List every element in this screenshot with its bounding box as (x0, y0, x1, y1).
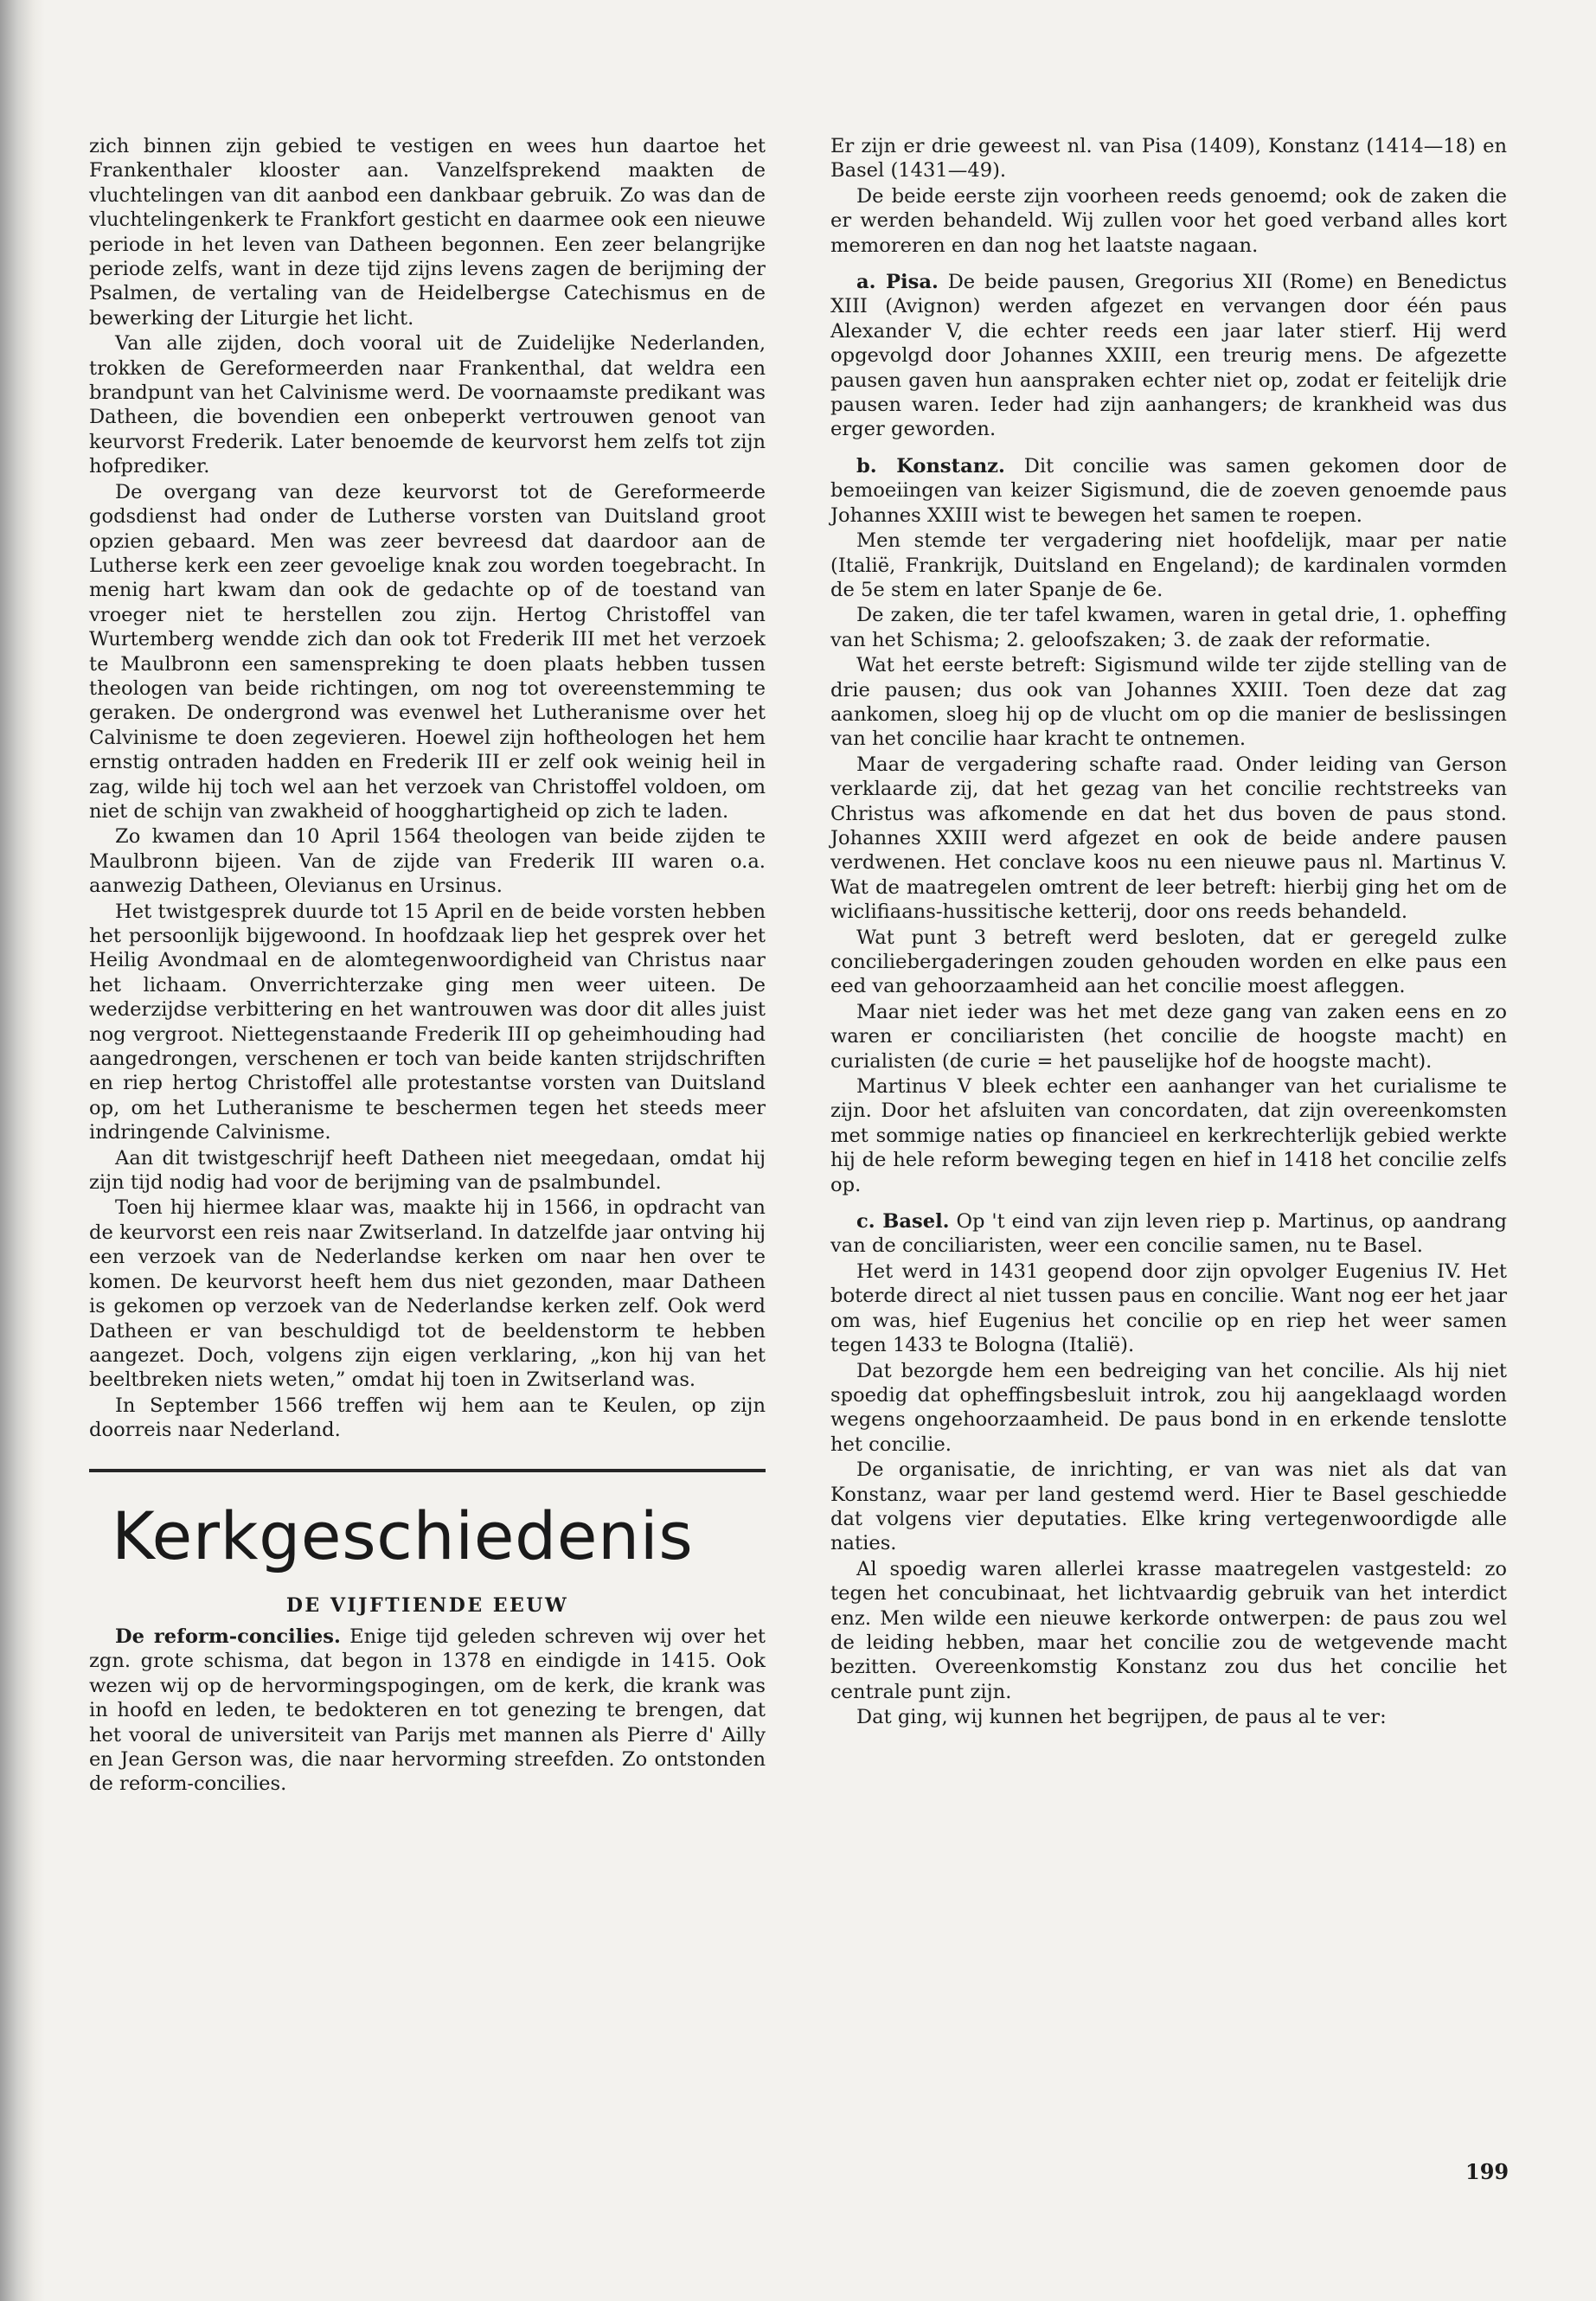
paragraph: Van alle zijden, doch vooral uit de Zuidelijke Nederlanden, trokken de Gereformeerden naar Frankenthal, dat weldra een brandpunt van het Calvinisme werd. De voornaamste predikant was Datheen, die bovendien een onbeperkt vertrouwen genoot van keurvorst Frederik. Later benoemde de keurvorst hem zelfs tot zijn hofprediker. (89, 332, 766, 478)
subsection-pisa (830, 270, 1507, 442)
subsection-basel (830, 1209, 1507, 1259)
right-column (830, 134, 1507, 1731)
paragraph: De organisatie, de inrichting, er van was niet als dat van Konstanz, waar per land gestemd werd. Hier te Basel geschiedde dat volgens vier deputaties. Elke kring vertegenwoordigde alle naties. (830, 1458, 1507, 1555)
section-divider (89, 1469, 766, 1472)
section-title: Kerkgeschiedenis (112, 1497, 694, 1574)
paragraph: Wat punt 3 betreft werd besloten, dat er geregeld zulke conciliebergaderingen zouden gehouden worden en elke paus een eed van gehoorzaamheid aan het concilie moest afleggen. (830, 926, 1507, 998)
left-column (89, 134, 766, 1798)
paragraph: Toen hij hiermee klaar was, maakte hij in 1566, in opdracht van de keurvorst een reis naar Zwitserland. In datzelfde jaar ontving hij een verzoek van de Nederlandse kerken om naar hen over te komen. De keurvorst heeft hem dus niet gezonden, maar Datheen is gekomen op verzoek van de Nederlandse kerken zelf. Ook werd Datheen er van beschuldigd tot de beeldenstorm te hebben aangezet. Doch, volgens zijn eigen verklaring, „kon hij van het beeltbreken niets weten,” omdat hij toen in Zwitserland was. (89, 1196, 766, 1392)
paragraph: Maar de vergadering schafte raad. Onder leiding van Gerson verklaarde zij, dat het gezag van het concilie rechtstreeks van Christus was afkomende en dat het dus boven de paus stond. Johannes XXIII werd afgezet en ook de beide andere pausen verdwenen. Het conclave koos nu een nieuwe paus nl. Martinus V. Wat de maatregelen omtrent de leer betreft: hierbij ging het om de wiclifiaans-hussitische ketterij, door ons reeds behandeld. (830, 753, 1507, 924)
paragraph: In September 1566 treffen wij hem aan te Keulen, op zijn doorreis naar Nederland. (89, 1394, 766, 1442)
lead-text: Enige tijd geleden schreven wij over het zgn. grote schisma, dat begon in 1378 en eindigde in 1415. Ook wezen wij op de hervormingspogingen, om de kerk, die krank was in hoofd en leden, te bedokteren en tot genezing te brengen, dat het vooral de universiteit van Parijs met mannen als Pierre d' Ailly en Jean Gerson was, die naar hervorming streefden. Zo ontstonden de reform-concilies. (89, 1625, 766, 1796)
paragraph: Aan dit twistgeschrijf heeft Datheen niet meegedaan, omdat hij zijn tijd nodig had voor de berijming van de psalmbundel. (89, 1146, 766, 1195)
paragraph: De zaken, die ter tafel kwamen, waren in getal drie, 1. opheffing van het Schisma; 2. geloofszaken; 3. de zaak der reformatie. (830, 604, 1507, 651)
paragraph: Er zijn er drie geweest nl. van Pisa (1409), Konstanz (1414—18) en Basel (1431—49). (830, 135, 1507, 183)
page-number: 199 (1465, 2159, 1509, 2184)
paragraph: zich binnen zijn gebied te vestigen en wees hun daartoe het Frankenthaler klooster aan. Vanzelfsprekend maakten de vluchtelingen van dit aanbod een dankbaar gebruik. Zo was dan de vluchtelingenkerk te Frankfort gesticht en daarmee ook een nieuwe periode in het leven van Datheen begonnen. Een zeer belangrijke periode zelfs, want in deze tijd zijns levens zagen de berijming der Psalmen, de vertaling van de Heidelbergse Catechismus en de bewerking der Liturgie het licht. (89, 135, 766, 330)
paragraph: De beide eerste zijn voorheen reeds genoemd; ook de zaken die er werden behandeld. Wij zullen voor het goed verband alles kort memoreren en dan nog het laatste nagaan. (830, 184, 1507, 257)
paragraph: Het twistgesprek duurde tot 15 April en de beide vorsten hebben het persoonlijk bijgewoond. In hoofdzaak liep het gesprek over het Heilig Avondmaal en de alomtegenwoordigheid van Christus naar het lichaam. Onverrichterzake ging men weer uiteen. De wederzijdse verbittering en het wantrouwen was door dit alles juist nog vergroot. Niettegenstaande Frederik III op geheimhouding had aangedrongen, verschenen er toch van beide kanten strijdschriften en riep hertog Christoffel alle protestantse vorsten van Duitsland op, om het Lutheranisme te beschermen tegen het steeds meer indringende Calvinisme. (89, 900, 766, 1144)
subsection-text: Dit concilie was samen gekomen door de bemoeiingen van keizer Sigismund, die de zoeven genoemde paus Johannes XXIII wist te bewegen het samen te roepen. (830, 454, 1508, 527)
paragraph: De overgang van deze keurvorst tot de Gereformeerde godsdienst had onder de Lutherse vorsten van Duitsland groot opzien gebaard. Men was zeer bevreesd dat daardoor aan de Lutherse kerk een zeer gevoelige knak zou worden toegebracht. In menig hart kwam dan ook de gedachte op of de toestand van vroeger niet te herstellen zou zijn. Hertog Christoffel van Wurtemberg wendde zich dan ook tot Frederik III met het verzoek te Maulbronn een samenspreking te doen plaats hebben tussen theologen van beide richtingen, om nog tot overeenstemming te geraken. De ondergrond was evenwel het Lutheranisme over het Calvinisme te doen zegevieren. Hoewel zijn hoftheologen het hem ernstig ontraden hadden en Frederik III er zelf ook weinig heil in zag, wilde hij toch wel aan het verzoek van Christoffel voldoen, om niet de schijn van zwakheid of hoogghartigheid op zich te laden. (89, 480, 766, 823)
section-subtitle: DE VIJFTIENDE EEUW (285, 1593, 569, 1617)
paragraph: Het werd in 1431 geopend door zijn opvolger Eugenius IV. Het boterde direct al niet tussen paus en concilie. Want nog eer het jaar om was, hief Eugenius het concilie op en riep het weer samen tegen 1433 te Bologna (Italië). (830, 1259, 1507, 1357)
paragraph: Wat het eerste betreft: Sigismund wilde ter zijde stelling van de drie pausen; dus ook van Johannes XXIII. Toen deze dat zag aankomen, sloeg hij op de vlucht om op die manier de beslissingen van het concilie haar kracht te ontnemen. (830, 654, 1507, 751)
paragraph: Al spoedig waren allerlei krasse maatregelen vastgesteld: zo tegen het concubinaat, het lichtvaardig gebruik van het interdict enz. Men wilde een nieuwe kerkorde ontwerpen: de paus zou wel de leiding hebben, maar het concilie zou de wetgevende macht bezitten. Overeenkomstig Konstanz zou dus het concilie het centrale punt zijn. (830, 1557, 1507, 1703)
page-binding-shadow (0, 0, 45, 2301)
paragraph: Dat ging, wij kunnen het begrijpen, de paus al te ver: (856, 1706, 1387, 1729)
subsection-text: De beide pausen, Gregorius XII (Rome) en Benedictus XIII (Avignon) werden afgezet en vervangen door één paus Alexander V, die echter reeds een jaar later stierf. Hij werd opgevolgd door Johannes XXIII, een treurig mens. De afgezette pausen gaven hun aanspraken echter niet op, zodat er feitelijk drie pausen waren. Ieder had zijn aanhangers; de krankheid was dus erger geworden. (830, 271, 1508, 441)
lead-label: De reform-concilies. (115, 1625, 341, 1648)
paragraph: Maar niet ieder was het met deze gang van zaken eens en zo waren er conciliaristen (het concilie de hoogste macht) en curialisten (de curie = het pauselijke hof de hoogste macht). (830, 1000, 1507, 1073)
paragraph: Men stemde ter vergadering niet hoofdelijk, maar per natie (Italië, Frankrijk, Duitsland en Engeland); de kardinalen vormden de 5e stem en later Spanje de 6e. (830, 529, 1507, 601)
subsection-konstanz (830, 454, 1507, 528)
lead-paragraph (89, 1625, 766, 1797)
paragraph: Zo kwamen dan 10 April 1564 theologen van beide zijden te Maulbronn bijeen. Van de zijde van Frederik III waren o.a. aanwezig Datheen, Olevianus en Ursinus. (89, 825, 766, 898)
subsection-label: a. Pisa. (856, 271, 939, 294)
paragraph: Martinus V bleek echter een aanhanger van het curialisme te zijn. Door het afsluiten van concordaten, dat zijn overeenkomsten met sommige naties op financieel en kerkrechterlijk gebied werkte hij de hele reform beweging tegen en hief in 1418 het concilie zelfs op. (830, 1075, 1507, 1196)
subsection-label: c. Basel. (856, 1210, 950, 1234)
subsection-label: b. Konstanz. (856, 454, 1005, 478)
subsection-text: Op 't eind van zijn leven riep p. Martinus, op aandrang van de conciliaristen, weer een concilie samen, nu te Basel. (830, 1210, 1507, 1258)
paragraph: Dat bezorgde hem een bedreiging van het concilie. Als hij niet spoedig dat opheffingsbesluit introk, zou hij aangeklaagd worden wegens ongehoorzaamheid. De paus bond in en erkende tenslotte het concilie. (830, 1359, 1507, 1456)
